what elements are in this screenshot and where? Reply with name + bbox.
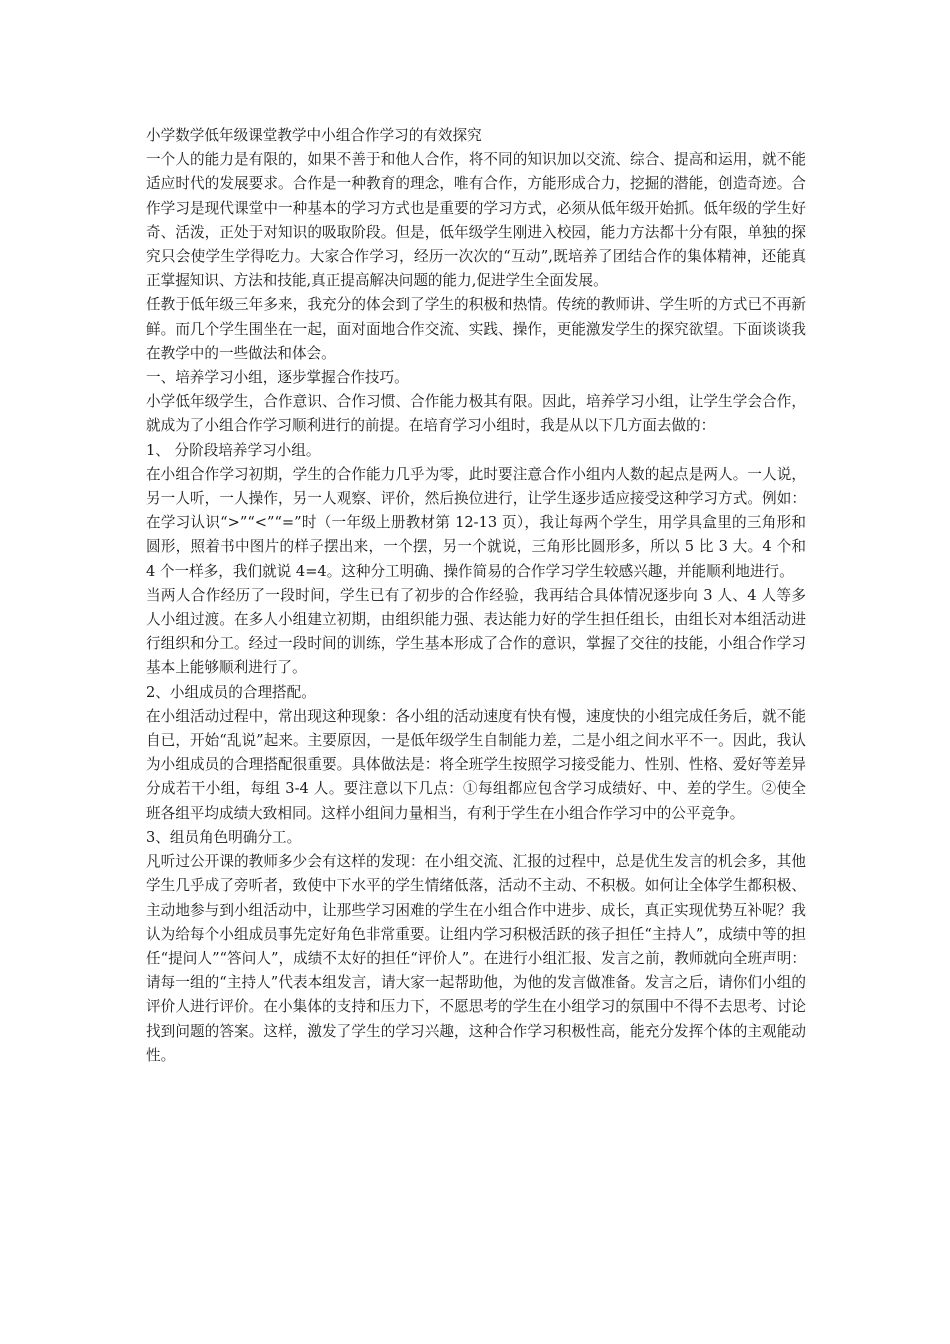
paragraph-stage-training: 在小组合作学习初期，学生的合作能力几乎为零，此时要注意合作小组内人数的起点是两人。一人说，另一人听，一人操作，另一人观察、评价，然后换位进行，让学生逐步适应接受这种学习方式。例如：在学习认识“>”“<”“=”时（一年级上册教材第 12-13 页），我让每两个学生，用学具盒里的三角形和圆形，照着书中图片的样子摆出来，一个摆，另一个就说，三角形比圆形多，所以 5 比 3 大。4 个和 4 个一样多，我们就说 4=4。这种分工明确、操作简易的合作学习学生较感兴趣，并能顺利地进行。 <box>146 465 806 580</box>
document-page <box>146 124 806 1068</box>
section-heading-1: 一、培养学习小组，逐步掌握合作技巧。 <box>146 369 409 387</box>
paragraph-multi-person: 当两人合作经历了一段时间，学生已有了初步的合作经验，我再结合具体情况逐步向 3 人、4 人等多人小组过渡。在多人小组建立初期，由组织能力强、表达能力好的学生担任组长，由组长对本组活动进行组织和分工。经过一段时间的训练，学生基本形成了合作的意识，掌握了交往的技能，小组合作学习基本上能够顺利进行了。 <box>146 586 806 677</box>
document-title: 小学数学低年级课堂教学中小组合作学习的有效探究 <box>146 127 482 144</box>
subheading-2: 2、小组成员的合理搭配。 <box>146 683 316 701</box>
paragraph-section-1: 小学低年级学生，合作意识、合作习惯、合作能力极其有限。因此，培养学习小组，让学生学会合作，就成为了小组合作学习顺利进行的前提。在培育学习小组时，我是从以下几方面去做的： <box>146 393 806 435</box>
paragraph-group-matching: 在小组活动过程中，常出现这种现象：各小组的活动速度有快有慢，速度快的小组完成任务后，就不能自已，开始“乱说”起来。主要原因，一是低年级学生自制能力差，二是小组之间水平不一。因此，我认为小组成员的合理搭配很重要。具体做法是：将全班学生按照学习接受能力、性别、性格、爱好等差异分成若干小组，每组 3-4 人。要注意以下几点：①每组都应包含学习成绩好、中、差的学生。②使全班各组平均成绩大致相同。这样小组间力量相当，有利于学生在小组合作学习中的公平竞争。 <box>146 707 806 822</box>
subheading-3: 3、组员角色明确分工。 <box>146 828 302 846</box>
paragraph-role-division: 凡听过公开课的教师多少会有这样的发现：在小组交流、汇报的过程中，总是优生发言的机会多，其他学生几乎成了旁听者，致使中下水平的学生情绪低落，活动不主动、不积极。如何让全体学生都积极、主动地参与到小组活动中，让那些学习困难的学生在小组合作中进步、成长，真正实现优势互补呢？我认为给每个小组成员事先定好角色非常重要。让组内学习积极活跃的孩子担任“主持人”，成绩中等的担任“提问人”“答问人”，成绩不太好的担任“评价人”。在进行小组汇报、发言之前，教师就向全班声明：请每一组的“主持人”代表本组发言，请大家一起帮助他，为他的发言做准备。发言之后，请你们小组的评价人进行评价。在小集体的支持和压力下，不愿思考的学生在小组学习的氛围中不得不去思考、讨论找到问题的答案。这样，激发了学生的学习兴趣，这种合作学习积极性高，能充分发挥个体的主观能动性。 <box>146 853 806 1064</box>
paragraph-experience: 任教于低年级三年多来，我充分的体会到了学生的积极和热情。传统的教师讲、学生听的方式已不再新鲜。而几个学生围坐在一起，面对面地合作交流、实践、操作，更能激发学生的探究欲望。下面谈谈我在教学中的一些做法和体会。 <box>146 296 806 362</box>
paragraph-intro: 一个人的能力是有限的，如果不善于和他人合作，将不同的知识加以交流、综合、提高和运用，就不能适应时代的发展要求。合作是一种教育的理念，唯有合作，方能形成合力，挖掘的潜能，创造奇迹。合作学习是现代课堂中一种基本的学习方式也是重要的学习方式，必须从低年级开始抓。低年级的学生好奇、活泼，正处于对知识的吸取阶段。但是，低年级学生刚进入校园，能力方法都十分有限，单独的探究只会使学生学得吃力。大家合作学习，经历一次次的“互动”,既培养了团结合作的集体精神，还能真正掌握知识、方法和技能,真正提高解决问题的能力,促进学生全面发展。 <box>146 151 806 290</box>
subheading-1: 1、 分阶段培养学习小组。 <box>146 441 321 459</box>
